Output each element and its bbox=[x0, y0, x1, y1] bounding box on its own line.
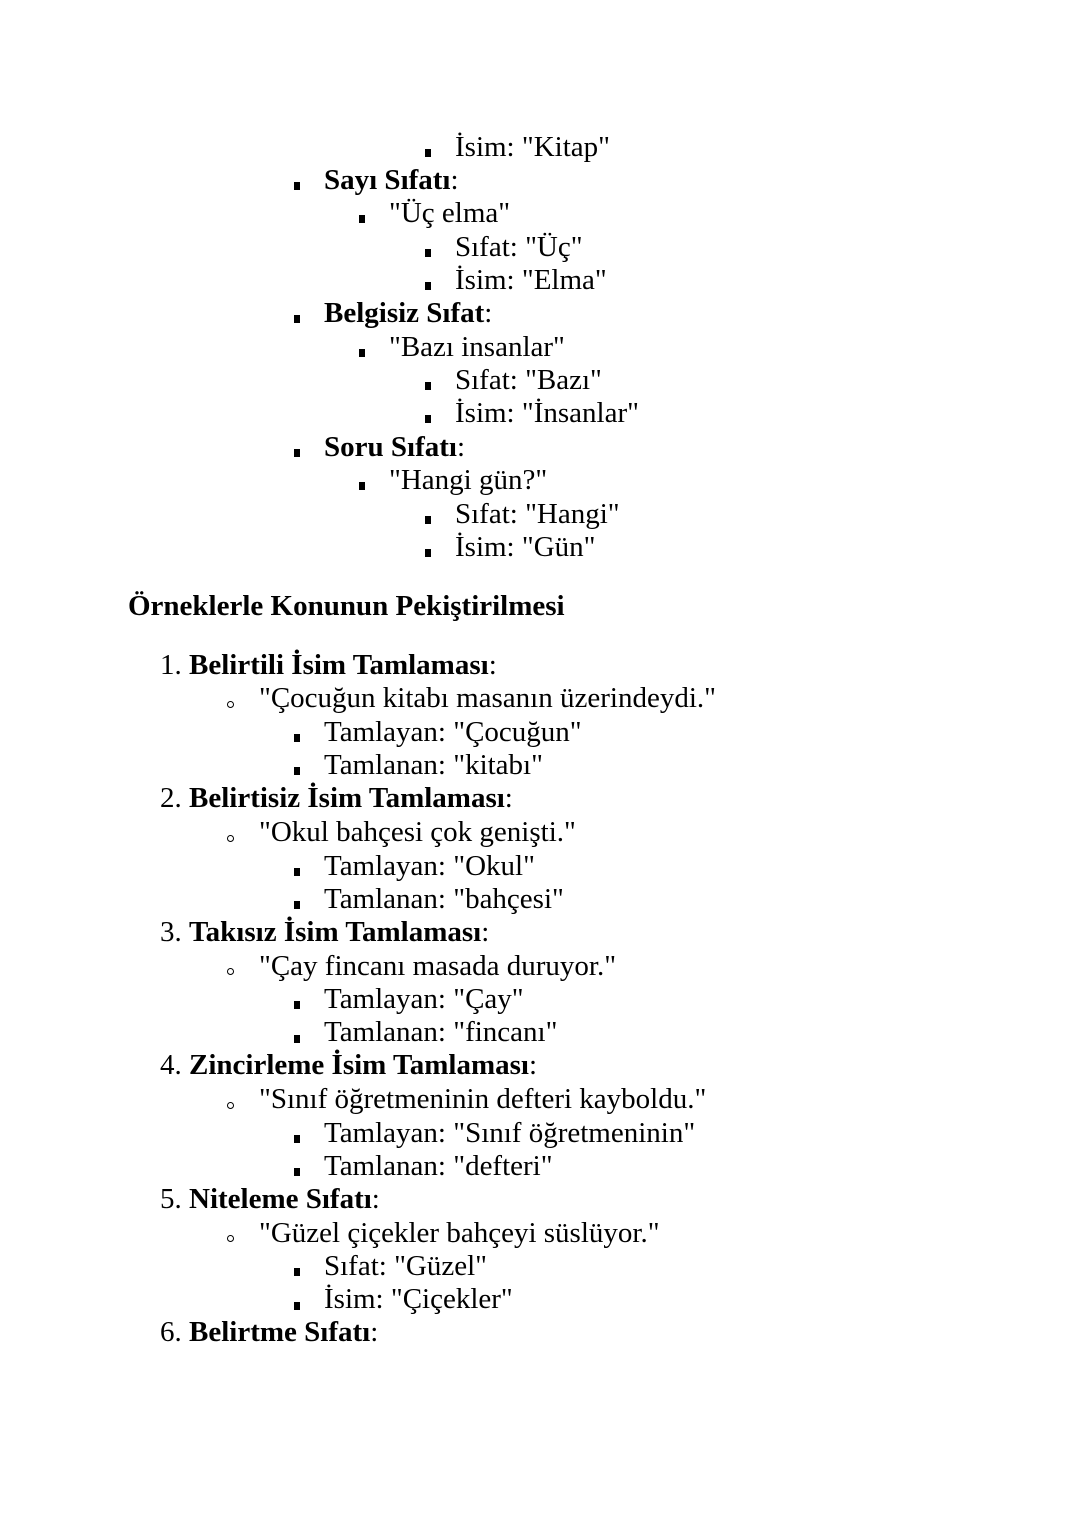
bullet-square-icon bbox=[294, 868, 300, 876]
bullet-square-icon bbox=[294, 734, 300, 742]
bullet-square-icon bbox=[294, 1001, 300, 1009]
bullet-circle-icon bbox=[227, 835, 234, 842]
bullet-square-icon bbox=[294, 1035, 300, 1043]
list-item: Tamlanan: "bahçesi" bbox=[324, 883, 564, 915]
list-item: Tamlanan: "fincanı" bbox=[324, 1016, 558, 1048]
bullet-square-icon bbox=[425, 516, 431, 524]
bullet-square-icon bbox=[425, 149, 431, 157]
list-item-heading: Belgisiz Sıfat: bbox=[324, 297, 493, 329]
bullet-square-icon bbox=[294, 1135, 300, 1143]
list-item: "Bazı insanlar" bbox=[389, 331, 565, 363]
bullet-square-icon bbox=[294, 1302, 300, 1310]
list-item: Tamlanan: "defteri" bbox=[324, 1150, 553, 1182]
list-item: "Üç elma" bbox=[389, 197, 511, 229]
list-item: Sıfat: "Bazı" bbox=[455, 364, 602, 396]
list-item: İsim: "Gün" bbox=[455, 531, 596, 563]
list-item-heading: Soru Sıfatı: bbox=[324, 431, 465, 463]
example-heading: 1. Belirtili İsim Tamlaması: bbox=[160, 649, 497, 681]
example-heading: 4. Zincirleme İsim Tamlaması: bbox=[160, 1049, 538, 1081]
list-item: İsim: "İnsanlar" bbox=[455, 397, 639, 429]
bullet-square-icon bbox=[294, 315, 300, 323]
bullet-square-icon bbox=[294, 1268, 300, 1276]
list-item: Tamlayan: "Çocuğun" bbox=[324, 716, 582, 748]
bullet-square-icon bbox=[294, 182, 300, 190]
bullet-square-icon bbox=[294, 1168, 300, 1176]
list-item: Tamlayan: "Sınıf öğretmeninin" bbox=[324, 1117, 696, 1149]
bullet-square-icon bbox=[294, 449, 300, 457]
bullet-square-icon bbox=[425, 549, 431, 557]
list-item: İsim: "Elma" bbox=[455, 264, 607, 296]
bullet-square-icon bbox=[359, 215, 365, 223]
example-heading: 3. Takısız İsim Tamlaması: bbox=[160, 916, 490, 948]
bullet-square-icon bbox=[425, 249, 431, 257]
bullet-square-icon bbox=[294, 901, 300, 909]
example-sentence: "Çay fincanı masada duruyor." bbox=[259, 950, 617, 982]
bullet-circle-icon bbox=[227, 701, 234, 708]
list-item-heading: Sayı Sıfatı: bbox=[324, 164, 459, 196]
list-item: Sıfat: "Hangi" bbox=[455, 498, 620, 530]
bullet-square-icon bbox=[359, 349, 365, 357]
bullet-square-icon bbox=[425, 282, 431, 290]
example-sentence: "Güzel çiçekler bahçeyi süslüyor." bbox=[259, 1217, 660, 1249]
example-heading: 2. Belirtisiz İsim Tamlaması: bbox=[160, 782, 513, 814]
bullet-square-icon bbox=[425, 382, 431, 390]
list-item: Tamlanan: "kitabı" bbox=[324, 749, 543, 781]
list-item: Tamlayan: "Çay" bbox=[324, 983, 524, 1015]
example-heading: 6. Belirtme Sıfatı: bbox=[160, 1316, 379, 1348]
bullet-circle-icon bbox=[227, 968, 234, 975]
list-item: Sıfat: "Güzel" bbox=[324, 1250, 487, 1282]
bullet-circle-icon bbox=[227, 1102, 234, 1109]
bullet-square-icon bbox=[294, 767, 300, 775]
bullet-square-icon bbox=[359, 482, 365, 490]
example-sentence: "Okul bahçesi çok genişti." bbox=[259, 816, 576, 848]
list-item: İsim: "Kitap" bbox=[455, 131, 610, 163]
example-heading: 5. Niteleme Sıfatı: bbox=[160, 1183, 380, 1215]
section-title: Örneklerle Konunun Pekiştirilmesi bbox=[128, 590, 565, 622]
list-item: İsim: "Çiçekler" bbox=[324, 1283, 513, 1315]
bullet-circle-icon bbox=[227, 1235, 234, 1242]
list-item: Sıfat: "Üç" bbox=[455, 231, 583, 263]
list-item: Tamlayan: "Okul" bbox=[324, 850, 535, 882]
example-sentence: "Çocuğun kitabı masanın üzerindeydi." bbox=[259, 682, 716, 714]
list-item: "Hangi gün?" bbox=[389, 464, 548, 496]
example-sentence: "Sınıf öğretmeninin defteri kayboldu." bbox=[259, 1083, 707, 1115]
bullet-square-icon bbox=[425, 415, 431, 423]
